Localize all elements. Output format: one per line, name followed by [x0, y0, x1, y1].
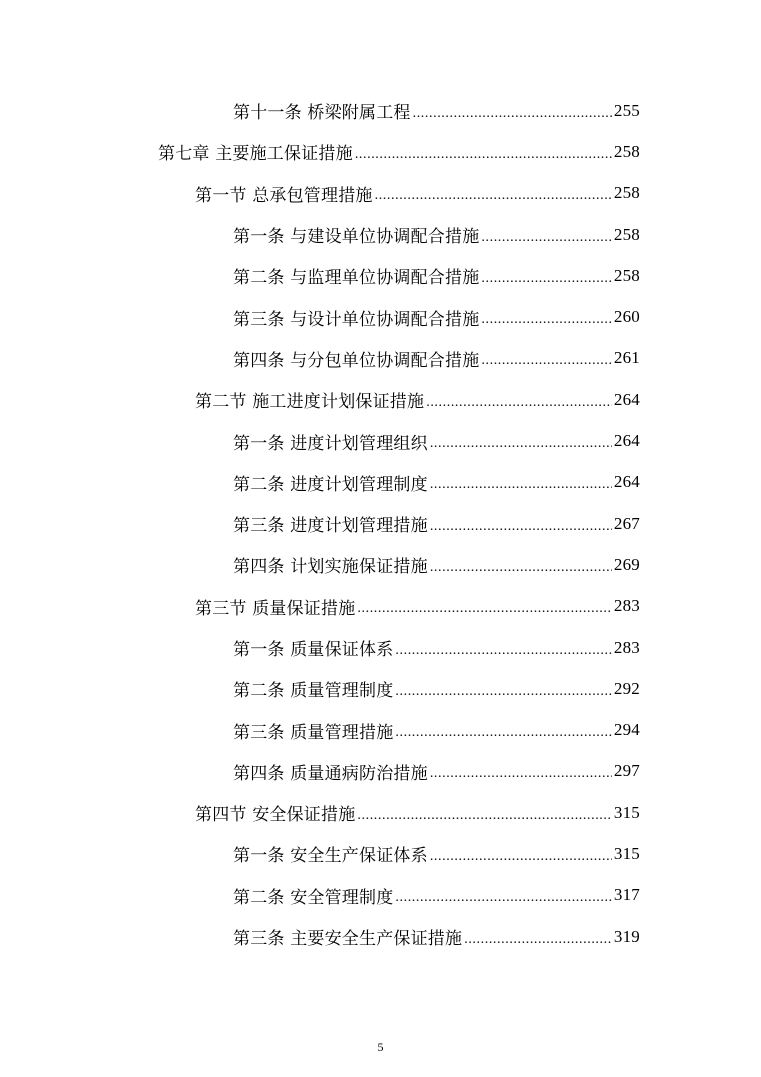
toc-entry[interactable]	[0, 833, 640, 874]
toc-leader-dots	[395, 725, 611, 741]
toc-entry[interactable]	[0, 420, 640, 461]
toc-entry[interactable]	[0, 214, 640, 255]
toc-entry-label: 第七章 主要施工保证措施	[158, 144, 353, 165]
toc-leader-dots	[430, 766, 612, 782]
toc-entry-page: 283	[613, 596, 640, 616]
toc-entry[interactable]	[0, 668, 640, 709]
toc-entry[interactable]	[0, 131, 640, 172]
toc-entry-label: 第三条 质量管理措施	[233, 722, 394, 743]
toc-entry-page: 261	[613, 348, 640, 368]
toc-leader-dots	[357, 808, 611, 824]
toc-leader-dots	[395, 643, 611, 659]
toc-entry-page: 269	[613, 554, 640, 574]
toc-entry[interactable]	[0, 586, 640, 627]
toc-leader-dots	[430, 849, 612, 865]
toc-entry-page: 260	[613, 307, 640, 327]
toc-entry[interactable]	[0, 627, 640, 668]
toc-leader-dots	[395, 684, 611, 700]
toc-entry-label: 第四节 安全保证措施	[195, 805, 356, 826]
toc-entry-label: 第三条 主要安全生产保证措施	[233, 929, 463, 950]
toc-entry-page: 264	[613, 431, 640, 451]
toc-entry-label: 第一条 质量保证体系	[233, 640, 394, 660]
toc-entry-page: 264	[613, 472, 640, 492]
toc-entry[interactable]	[0, 875, 640, 916]
toc-leader-dots	[413, 106, 612, 122]
toc-entry-page: 294	[613, 720, 640, 740]
toc-entry-page: 258	[613, 265, 640, 285]
toc-entry[interactable]	[0, 379, 640, 420]
toc-leader-dots	[481, 230, 611, 246]
toc-entry-label: 第三节 质量保证措施	[195, 598, 356, 619]
toc-entry[interactable]	[0, 503, 640, 544]
toc-leader-dots	[355, 147, 612, 163]
toc-entry[interactable]	[0, 709, 640, 750]
toc-leader-dots	[395, 890, 611, 906]
toc-entry[interactable]	[0, 255, 640, 296]
toc-leader-dots	[430, 436, 612, 452]
table-of-contents	[0, 90, 761, 957]
toc-entry-label: 第四条 质量通病防治措施	[233, 763, 428, 784]
toc-entry[interactable]	[0, 751, 640, 792]
toc-entry-page: 292	[613, 678, 640, 698]
toc-entry-page: 258	[613, 224, 640, 244]
toc-entry-label: 第一条 与建设单位协调配合措施	[233, 227, 480, 248]
toc-entry[interactable]	[0, 296, 640, 337]
toc-leader-dots	[464, 932, 612, 948]
toc-leader-dots	[481, 312, 611, 328]
toc-entry-label: 第三条 与设计单位协调配合措施	[233, 309, 480, 330]
page-number: 5	[377, 1040, 384, 1054]
toc-entry[interactable]	[0, 338, 640, 379]
toc-entry-page: 319	[613, 926, 640, 946]
toc-entry-label: 第四条 计划实施保证措施	[233, 557, 428, 578]
toc-entry[interactable]	[0, 90, 640, 131]
toc-entry-page: 264	[613, 389, 640, 409]
toc-entry-label: 第一条 进度计划管理组织	[233, 433, 428, 454]
toc-leader-dots	[430, 560, 612, 576]
toc-entry[interactable]	[0, 173, 640, 214]
toc-entry-label: 第十一条 桥梁附属工程	[233, 103, 411, 124]
toc-entry[interactable]	[0, 916, 640, 957]
toc-entry-page: 255	[613, 100, 640, 120]
toc-entry-label: 第二节 施工进度计划保证措施	[195, 392, 425, 413]
toc-entry-label: 第二条 进度计划管理制度	[233, 474, 428, 495]
toc-entry-label: 第二条 质量管理制度	[233, 681, 394, 702]
toc-leader-dots	[357, 601, 611, 617]
toc-entry-page: 315	[613, 843, 640, 863]
toc-entry[interactable]	[0, 792, 640, 833]
toc-entry[interactable]	[0, 544, 640, 585]
toc-entry-label: 第四条 与分包单位协调配合措施	[233, 350, 480, 371]
toc-entry-page: 315	[613, 802, 640, 822]
toc-entry-page: 267	[613, 513, 640, 533]
toc-entry-page: 283	[613, 637, 640, 657]
toc-entry-label: 第二条 安全管理制度	[233, 887, 394, 908]
toc-entry-page: 297	[613, 761, 640, 781]
toc-leader-dots	[481, 271, 611, 287]
toc-entry-label: 第三条 进度计划管理措施	[233, 516, 428, 537]
toc-leader-dots	[430, 477, 612, 493]
toc-leader-dots	[375, 188, 612, 204]
toc-leader-dots	[426, 395, 612, 411]
toc-leader-dots	[430, 519, 612, 535]
toc-entry-page: 317	[613, 885, 640, 905]
toc-entry-page: 258	[613, 183, 640, 203]
toc-leader-dots	[481, 353, 611, 369]
toc-entry-label: 第一条 安全生产保证体系	[233, 846, 428, 867]
toc-entry-label: 第一节 总承包管理措施	[195, 185, 373, 206]
toc-entry[interactable]	[0, 462, 640, 503]
toc-entry-page: 258	[613, 141, 640, 161]
toc-entry-label: 第二条 与监理单位协调配合措施	[233, 268, 480, 289]
